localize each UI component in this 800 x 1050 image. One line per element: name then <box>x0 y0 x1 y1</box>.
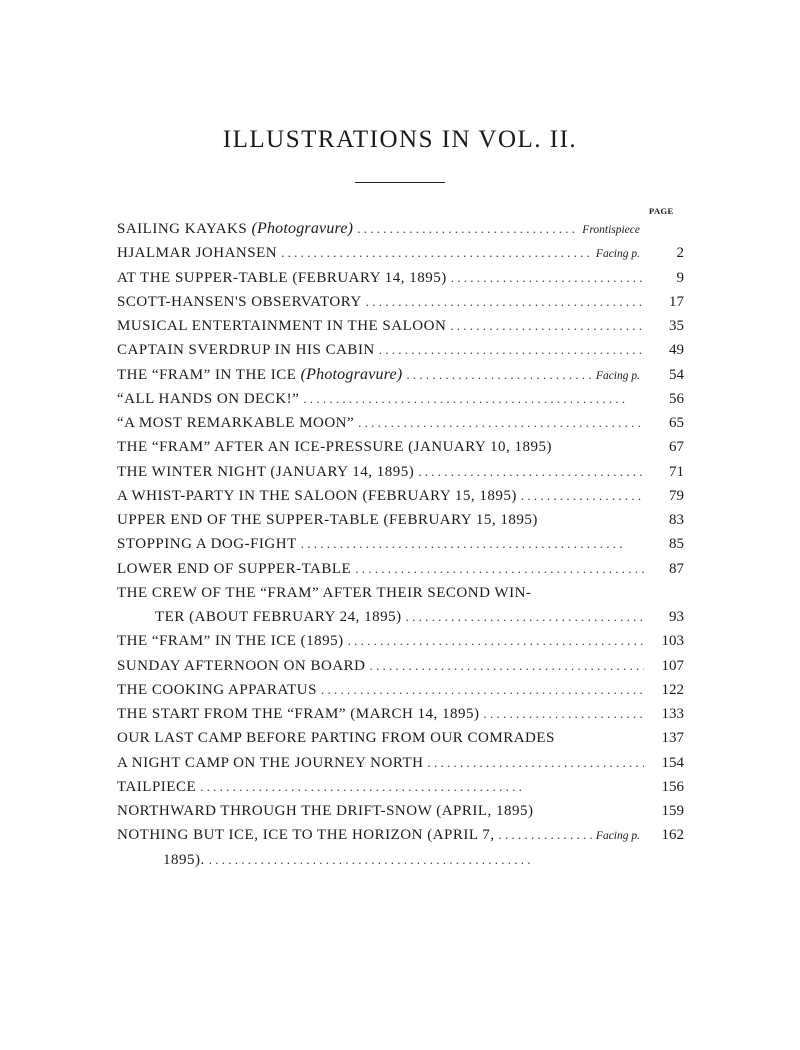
entry-label: HJALMAR JOHANSEN <box>117 245 278 262</box>
entry-label: THE “FRAM” IN THE ICE (Photogravure) <box>117 365 403 383</box>
list-item <box>117 290 684 314</box>
entry-label: A WHIST-PARTY IN THE SALOON (FEBRUARY 15, 1895) <box>117 487 517 504</box>
entry-page: 85 <box>669 536 684 553</box>
dot-leader <box>418 460 644 484</box>
entry-page: 162 <box>661 827 684 844</box>
list-item <box>117 702 684 726</box>
page-title: ILLUSTRATIONS IN VOL. II. <box>222 126 578 153</box>
dot-leader <box>406 363 592 387</box>
list-item <box>117 217 684 241</box>
dot-leader <box>303 387 644 411</box>
list-item <box>117 605 684 629</box>
entry-page: 79 <box>669 487 684 504</box>
entry-note: Facing p. <box>595 369 640 382</box>
entry-label: STOPPING A DOG-FIGHT <box>117 536 297 553</box>
list-item <box>117 848 684 872</box>
entry-page: 54 <box>669 366 684 383</box>
entry-label: AT THE SUPPER-TABLE (FEBRUARY 14, 1895) <box>117 269 447 286</box>
page-column-header: PAGE <box>649 206 674 216</box>
dot-leader <box>484 702 644 726</box>
list-item <box>117 557 684 581</box>
entry-label: THE “FRAM” IN THE ICE (1895) <box>117 633 344 650</box>
list-item <box>117 678 684 702</box>
entry-label: NORTHWARD THROUGH THE DRIFT-SNOW (APRIL, 1895) <box>117 803 534 819</box>
list-item <box>117 726 684 750</box>
entry-page: 49 <box>669 342 684 359</box>
entry-page: 122 <box>661 681 684 698</box>
entry-label: THE START FROM THE “FRAM” (MARCH 14, 1895) <box>117 706 480 722</box>
entry-page: 87 <box>669 560 684 577</box>
illustrations-list <box>117 217 684 872</box>
title-rule <box>355 182 445 183</box>
entry-label: THE WINTER NIGHT (JANUARY 14, 1895) <box>117 463 415 480</box>
dot-leader <box>427 751 644 775</box>
entry-label: TAILPIECE <box>117 778 197 795</box>
dot-leader <box>348 629 644 653</box>
dot-leader <box>521 484 644 508</box>
dot-leader <box>357 217 578 241</box>
dot-leader <box>450 314 644 338</box>
entry-page: 56 <box>669 390 684 407</box>
dot-leader <box>498 823 591 847</box>
list-item <box>117 411 684 435</box>
dot-leader <box>379 338 644 362</box>
entry-page: 107 <box>661 657 684 674</box>
dot-leader <box>301 532 644 556</box>
dot-leader <box>200 775 644 799</box>
entry-page: 159 <box>661 803 684 819</box>
entry-page: 83 <box>669 512 684 528</box>
list-item <box>117 775 684 799</box>
dot-leader <box>451 266 644 290</box>
entry-page: 17 <box>669 293 684 310</box>
entry-page: 35 <box>669 318 684 334</box>
entry-page: 156 <box>661 778 684 795</box>
dot-leader <box>358 411 644 435</box>
list-item <box>117 654 684 678</box>
entry-label: NOTHING BUT ICE, ICE TO THE HORIZON (APRIL 7, <box>117 827 495 844</box>
list-item <box>117 751 684 775</box>
list-item <box>117 435 684 459</box>
list-item <box>117 823 684 847</box>
entry-page: 137 <box>661 730 684 747</box>
entry-label: “A MOST REMARKABLE MOON” <box>117 415 355 431</box>
list-item <box>117 799 684 823</box>
entry-label: THE CREW OF THE “FRAM” AFTER THEIR SECOND WIN- <box>117 584 532 601</box>
dot-leader <box>281 241 592 265</box>
list-item <box>117 266 684 290</box>
entry-label: TER (ABOUT FEBRUARY 24, 1895) <box>155 609 402 625</box>
list-item <box>117 460 684 484</box>
list-item <box>117 338 684 362</box>
list-item <box>117 314 684 338</box>
list-item <box>117 484 684 508</box>
entry-label: OUR LAST CAMP BEFORE PARTING FROM OUR COMRADES <box>117 730 555 747</box>
list-item <box>117 508 684 532</box>
entry-note: Facing p. <box>595 830 640 843</box>
entry-label: “ALL HANDS ON DECK!” <box>117 390 300 407</box>
entry-label: 1895). <box>163 851 205 868</box>
entry-page: 71 <box>669 463 684 480</box>
entry-label: SAILING KAYAKS (Photogravure) <box>117 220 354 237</box>
entry-label: THE COOKING APPARATUS <box>117 681 317 698</box>
list-item <box>117 532 684 556</box>
entry-label: THE “FRAM” AFTER AN ICE-PRESSURE (JANUARY 10, 1895) <box>117 439 552 456</box>
entry-page: 93 <box>669 609 684 625</box>
list-item <box>117 629 684 653</box>
list-item <box>117 241 684 265</box>
list-item <box>117 387 684 411</box>
dot-leader <box>209 848 644 872</box>
dot-leader <box>321 678 644 702</box>
entry-page: 67 <box>669 439 684 456</box>
dot-leader <box>406 605 644 629</box>
entry-page: 65 <box>669 415 684 431</box>
entry-label: LOWER END OF SUPPER-TABLE <box>117 560 352 577</box>
list-item <box>117 581 684 605</box>
dot-leader <box>370 654 644 678</box>
entry-note: Facing p. <box>595 248 640 261</box>
entry-page: 154 <box>661 754 684 771</box>
entry-label: SUNDAY AFTERNOON ON BOARD <box>117 657 366 674</box>
entry-label: MUSICAL ENTERTAINMENT IN THE SALOON <box>117 318 447 334</box>
dot-leader <box>366 290 644 314</box>
entry-label: SCOTT-HANSEN'S OBSERVATORY <box>117 293 362 310</box>
entry-page: 103 <box>661 633 684 650</box>
dot-leader <box>355 557 644 581</box>
entry-page: 9 <box>676 269 684 286</box>
entry-page: 2 <box>676 245 684 262</box>
entry-label: UPPER END OF THE SUPPER-TABLE (FEBRUARY 15, 1895) <box>117 512 538 528</box>
entry-label: CAPTAIN SVERDRUP IN HIS CABIN <box>117 342 375 359</box>
list-item <box>117 363 684 387</box>
entry-note: Frontispiece <box>582 224 640 236</box>
entry-page: 133 <box>661 706 684 722</box>
entry-label: A NIGHT CAMP ON THE JOURNEY NORTH <box>117 754 424 771</box>
